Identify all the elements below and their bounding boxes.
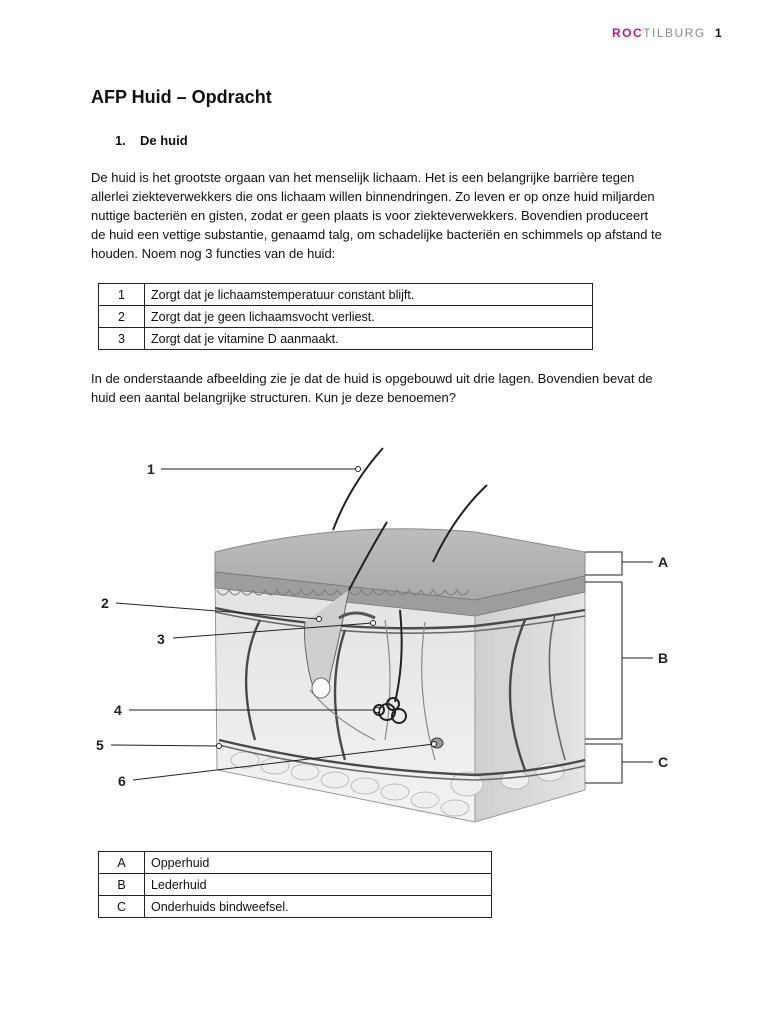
function-answer: Zorgt dat je geen lichaamsvocht verliest. bbox=[145, 306, 593, 328]
table-row bbox=[99, 874, 492, 896]
functions-table bbox=[98, 283, 593, 350]
layers-table bbox=[98, 851, 492, 918]
intro-paragraph: De huid is het grootste orgaan van het menselijk lichaam. Het is een belangrijke barrière tegen allerlei ziekteverwekkers die ons lichaam willen binnendringen. Zo leven er op onze huid miljarden nuttige bacteriën en gisten, zodat er geen plaats is voor ziekteverwekkers. Bovendien produceert de huid een vettige substantie, genaamd talg, om schadelijke bacteriën en schimmels op afstand te houden. Noem nog 3 functies van de huid: bbox=[91, 170, 662, 261]
section-heading bbox=[115, 133, 188, 148]
layer-letter: A bbox=[99, 852, 145, 874]
row-number: 2 bbox=[99, 306, 145, 328]
layer-answer: Lederhuid bbox=[145, 874, 492, 896]
layer-answer: Onderhuids bindweefsel. bbox=[145, 896, 492, 918]
table-row bbox=[99, 852, 492, 874]
skin-cross-section-figure bbox=[95, 440, 685, 835]
row-number: 3 bbox=[99, 328, 145, 350]
section-number: 1. bbox=[115, 133, 126, 148]
hair-bulb bbox=[312, 678, 330, 698]
callout-label-a: A bbox=[658, 554, 669, 570]
logo-tilburg-text: TILBURG bbox=[643, 26, 706, 40]
section-title: De huid bbox=[140, 133, 188, 148]
roc-tilburg-logo bbox=[612, 26, 706, 40]
callout-label-b: B bbox=[658, 650, 669, 666]
callout-label-4: 4 bbox=[114, 702, 122, 718]
document-title: AFP Huid – Opdracht bbox=[91, 87, 272, 107]
callout-label-5: 5 bbox=[96, 737, 104, 753]
layer-letter: C bbox=[99, 896, 145, 918]
layer-letter: B bbox=[99, 874, 145, 896]
table-row bbox=[99, 328, 593, 350]
callout-label-1: 1 bbox=[147, 461, 155, 477]
table-row bbox=[99, 896, 492, 918]
callout-label-2: 2 bbox=[101, 595, 109, 611]
skin-diagram bbox=[95, 440, 685, 835]
callout-label-6: 6 bbox=[118, 773, 126, 789]
function-answer: Zorgt dat je vitamine D aanmaakt. bbox=[145, 328, 593, 350]
logo-roc-text: ROC bbox=[612, 26, 644, 40]
page-number: 1 bbox=[715, 26, 722, 40]
function-answer: Zorgt dat je lichaamstemperatuur constant blijft. bbox=[145, 284, 593, 306]
table-row bbox=[99, 306, 593, 328]
callout-label-3: 3 bbox=[157, 631, 165, 647]
row-number: 1 bbox=[99, 284, 145, 306]
figure-intro-paragraph: In de onderstaande afbeelding zie je dat de huid is opgebouwd uit drie lagen. Bovendien bevat de huid een aantal belangrijke structuren. Kun je deze benoemen? bbox=[91, 371, 653, 405]
table-row bbox=[99, 284, 593, 306]
layer-answer: Opperhuid bbox=[145, 852, 492, 874]
callout-label-c: C bbox=[658, 754, 669, 770]
